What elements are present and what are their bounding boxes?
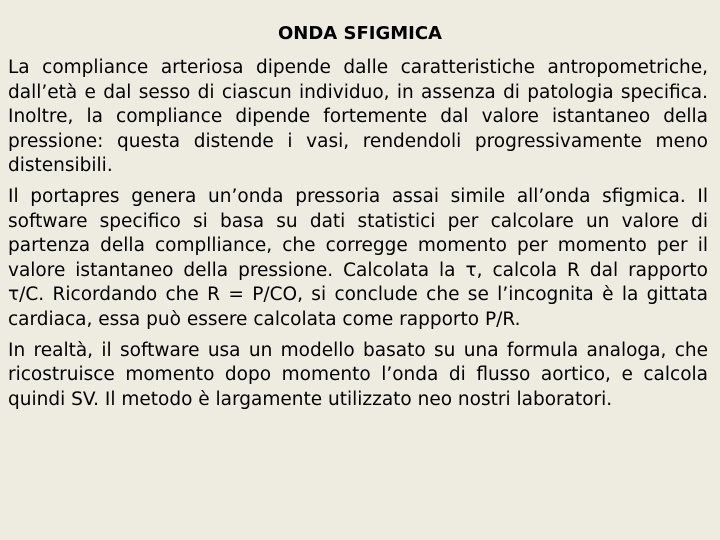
slide-body bbox=[8, 56, 708, 418]
slide-title: ONDA SFIGMICA bbox=[278, 23, 442, 44]
paragraph-compliance: La compliance arteriosa dipende dalle caratteristiche antropometriche, dall’età e dal sesso di ciascun individuo, in assenza di patologia specifica. Inoltre, la compliance dipende fortemente dal valore istantaneo della pressione: questa distende i vasi, rendendoli progressivamente meno distensibili. bbox=[8, 57, 708, 177]
paragraph-portapres: Il portapres genera un’onda pressoria assai simile all’onda sfigmica. Il software specifico si basa su dati statistici per calcolare un valore di partenza della complliance, che corregge momento per momento per il valore istantaneo della pressione. Calcolata la τ, calcola R dal rapporto τ/C. Ricordando che R = P/CO, si conclude che se l’incognita è la gittata cardiaca, essa può essere calcolata come rapporto P/R. bbox=[8, 185, 708, 330]
paragraph-software-model: In realtà, il software usa un modello basato su una formula analoga, che ricostruisce momento dopo momento l’onda di flusso aortico, e calcola quindi SV. Il metodo è largamente utilizzato neo nostri laboratori. bbox=[8, 339, 708, 410]
